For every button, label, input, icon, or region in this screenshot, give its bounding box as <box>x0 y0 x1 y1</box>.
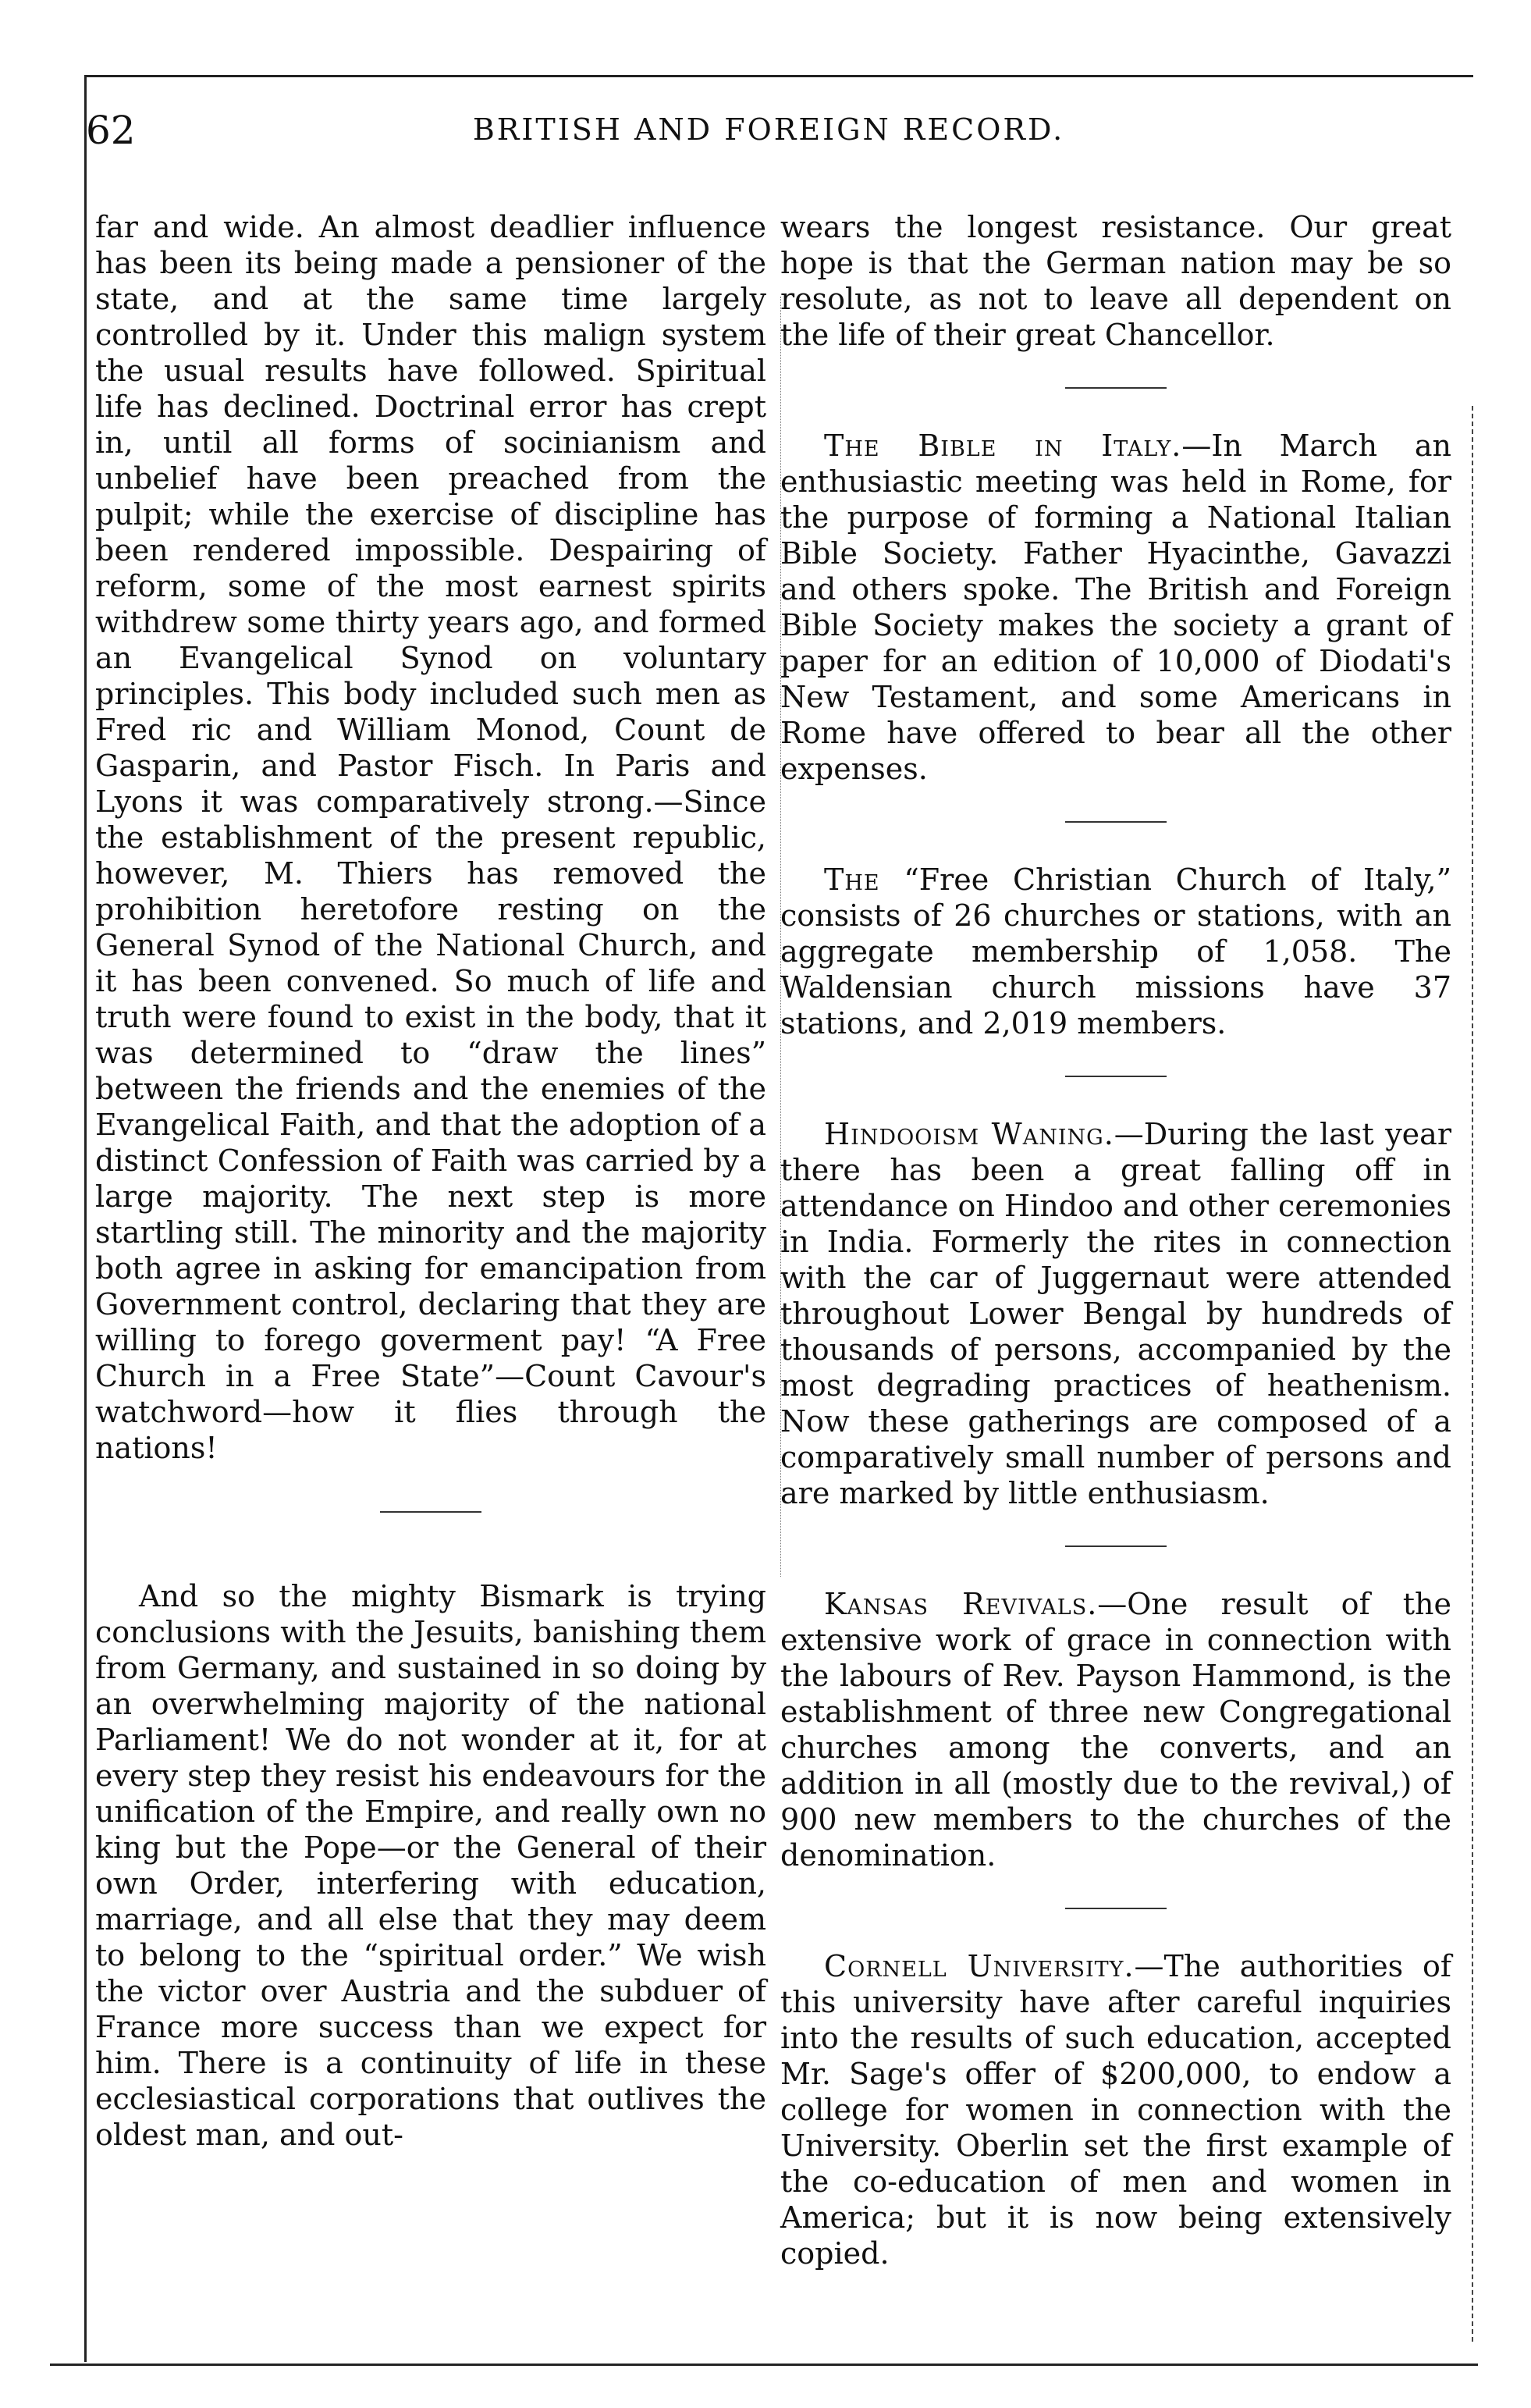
running-title: BRITISH AND FOREIGN RECORD. <box>472 112 1065 147</box>
news-item-text: “Free Christian Church of Italy,” consists of 26 churches or stations, with an aggregate membership of 1,058. The Waldensian church missions have 37 stations, and 2,019 members. <box>780 863 1451 1040</box>
right-column <box>780 209 1451 2271</box>
left-column <box>95 209 766 2153</box>
section-separator <box>1065 1908 1167 1909</box>
right-edge-rule <box>1472 406 1473 2342</box>
news-item-heading: The Bible in Italy. <box>824 429 1182 463</box>
bottom-border-rule <box>50 2364 1478 2366</box>
news-item-text: —The authorities of this university have after careful inquiries into the results of such education, accepted Mr. Sage's offer of $200,000, to endow a college for women in connection with the University. Oberlin set the first example of the co-education of men and women in America; but it is now being extensively copied. <box>780 1949 1451 2271</box>
news-item-text: —One result of the extensive work of grace in connection with the labours of Rev. Payson Hammond, is the establishment of three new Congregational churches among the converts, and an addition in all (mostly due to the revival,) of 900 new members to the churches of the denomination. <box>780 1587 1451 1873</box>
section-separator <box>380 1511 481 1513</box>
news-item-cornell <box>780 1948 1451 2271</box>
news-item-hindooism <box>780 1116 1451 1511</box>
news-item-text: —In March an enthusiastic meeting was held in Rome, for the purpose of forming a National Italian Bible Society. Father Hyacinthe, Gavazzi and others spoke. The British and Foreign Bible Society makes the society a grant of paper for an edition of 10,000 of Diodati's New Testament, and some Americans in Rome have offered to bear all the other expenses. <box>780 429 1451 786</box>
news-item-free-church-italy <box>780 862 1451 1041</box>
paragraph-continuation: wears the longest resistance. Our great hope is that the German nation may be so resolute, as not to leave all dependent on the life of their great Chancellor. <box>780 210 1451 352</box>
news-item-heading: The <box>824 863 880 897</box>
news-item-heading: Kansas Revivals. <box>824 1587 1098 1621</box>
news-item-kansas <box>780 1586 1451 1873</box>
page-header <box>86 108 1451 162</box>
left-border-rule <box>84 75 87 2362</box>
paragraph-french-church: far and wide. An almost deadlier influence has been its being made a pensioner of the state, and at the same time largely controlled by it. Under this malign system the usual results have followed. Spiritual life has declined. Doctrinal error has crept in, until all forms of socinianism and unbelief have been preached from the pulpit; while the exercise of discipline has been rendered impossible. Despairing of reform, some of the most earnest spirits withdrew some thirty years ago, and formed an Evangelical Synod on voluntary principles. This body included such men as Fred ric and William Monod, Count de Gasparin, and Pastor Fisch. In Paris and Lyons it was comparatively strong.—Since the establishment of the present republic, however, M. Thiers has removed the prohibition heretofore resting on the General Synod of the National Church, and it has been convened. So much of life and truth were found to exist in the body, that it was determined to “draw the lines” between the friends and the enemies of the Evangelical Faith, and that the adoption of a distinct Confession of Faith was carried by a large majority. The next step is more startling still. The minority and the majority both agree in asking for emancipation from Government control, declaring that they are willing to forego goverment pay! “A Free Church in a Free State”—Count Cavour's watchword—how it flies through the nations! <box>95 210 766 1465</box>
paragraph-bismark: And so the mighty Bismark is trying conclusions with the Jesuits, banishing them from Germany, and sustained in so doing by an overwhelming majority of the national Parliament! We do not wonder at it, for at every step they resist his endeavours for the unification of the Empire, and really own no king but the Pope—or the General of their own Order, interfering with education, marriage, and all else that they may deem to belong to the “spiritual order.” We wish the victor over Austria and the subduer of France more success than we expect for him. There is a continuity of life in these ecclesiastical corporations that outlives the oldest man, and out- <box>95 1579 766 2152</box>
section-separator <box>1065 821 1167 823</box>
news-item-bible-italy <box>780 428 1451 787</box>
news-item-heading: Cornell University. <box>824 1949 1135 1983</box>
section-separator <box>1065 387 1167 389</box>
news-item-heading: Hindooism Waning. <box>824 1117 1114 1151</box>
news-item-text: —During the last year there has been a great falling off in attendance on Hindoo and other ceremonies in India. Formerly the rites in connection with the car of Juggernaut were attended throughout Lower Bengal by hundreds of thousands of persons, accompanied by the most degrading practices of heathenism. Now these gatherings are composed of a comparatively small number of persons and are marked by little enthusiasm. <box>780 1117 1451 1510</box>
section-separator <box>1065 1545 1167 1547</box>
page-number: 62 <box>86 108 136 153</box>
top-border-rule <box>84 75 1473 77</box>
section-separator <box>1065 1076 1167 1077</box>
